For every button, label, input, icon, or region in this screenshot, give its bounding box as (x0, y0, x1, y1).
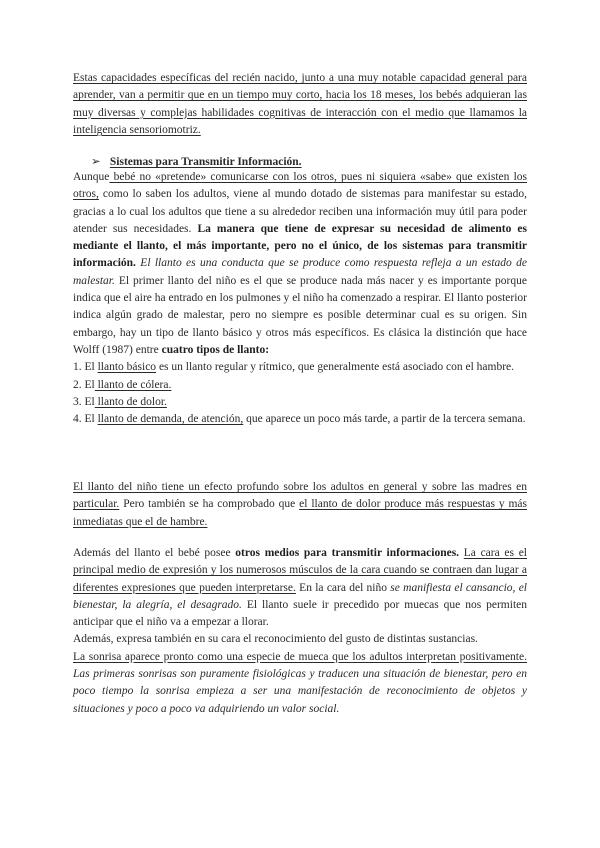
p4-s5: En la cara del niño (295, 581, 391, 594)
p3-underlined-2: el llanto de dolor produce más respuestas y más inmediatas que el de hambre. (73, 498, 527, 528)
list-item-2 (73, 377, 527, 394)
p3-underlined-1: El llanto del niño tiene un efecto profundo sobre los adultos en general y sobre las madres en particular. (73, 481, 527, 511)
list-item-1-term: llanto básico (97, 361, 157, 374)
paragraph-effect (73, 479, 527, 531)
list-item-3-term: llanto de dolor. (94, 395, 167, 408)
list-item-4-num: 4. El (73, 413, 98, 426)
paragraph-intro (73, 70, 527, 139)
list-item-1 (73, 359, 527, 376)
heading-text: Sistemas para Transmitir Información. (109, 156, 302, 168)
section-heading (91, 154, 302, 168)
p3-s2: Pero también se ha comprobado que (119, 498, 300, 511)
p5-underlined: La sonrisa aparece pronto como una especie de mueca que los adultos interpretan positivamente. (73, 650, 527, 663)
intro-text: Estas capacidades específicas del recién nacido, junto a una muy notable capacidad general para aprender, van a permitir que en un tiempo muy corto, hacia los 18 meses, los bebés adquieran las muy diversas y complejas habilidades cognitivas de interacción con el medio que llamamos la inteligencia sensoriomotriz. (73, 72, 527, 136)
p4-italic: se manifiesta el cansancio, el bienestar, la alegría, el desagrado. (73, 581, 528, 611)
p2-s6: El primer llanto del niño es el que se produce nada más nacer y es importante porque indica que el aire ha entrado en los pulmones y el niño ha comenzado a respirar. El llanto posterior indica algún grado de malestar, pero no siempre es posible determinar cual es su origen. Sin embargo, hay un tipo de llanto básico y otros más específicos. Es clásica la distinción que hace Wolff (1987) entre (73, 274, 527, 356)
p4-underlined: La cara es el principal medio de expresión y los numerosos músculos de la cara cuando se contraen dan lugar a diferentes expresiones que pueden interpretarse. (73, 547, 527, 594)
list-item-4 (73, 411, 527, 428)
p5-first-line: Además, expresa también en su cara el reconocimiento del gusto de distintas sustancias. (73, 633, 478, 646)
p2-s1: Aunque (73, 171, 110, 183)
list-item-4-term: llanto de demanda, de atención, (97, 413, 244, 426)
arrow-bullet-icon: ➢ (91, 156, 101, 168)
list-item-3 (73, 394, 527, 411)
p2-underlined-1: bebé no «pretende» comunicarse con los otros, pues ni siquiera «sabe» que existen los otros, (73, 171, 527, 201)
list-item-1-desc: es un llanto regular y rítmico, que generalmente está asociado con el hambre. (156, 361, 515, 374)
list-item-4-desc: que aparece un poco más tarde, a partir de la tercera semana. (243, 413, 526, 426)
p2-italic-definition: El llanto es una conducta que se produce como respuesta refleja a un estado de malestar. (73, 257, 527, 287)
list-item-2-term: llanto de cólera. (94, 378, 172, 391)
list-item-3-num: 3. El (73, 395, 95, 408)
list-item-1-num: 1. El (73, 361, 98, 374)
p5-italic: Las primeras sonrisas son puramente fisiológicas y traducen una situación de bienestar, pero en poco tiempo la sonrisa empieza a ser una manifestación de reconocimiento de objetos y situaciones y poco a poco va adquiriendo un valor social. (73, 668, 527, 715)
p4-bold: otros medios para transmitir informaciones. (235, 547, 460, 559)
paragraph-transmission (73, 169, 527, 428)
list-item-2-num: 2. El (73, 378, 95, 391)
p2-s3: como lo saben los adultos, viene al mundo dotado de sistemas para manifestar su estado, gracias a lo cual los adultos que tiene a su alrededor reciben una información muy útil para poder atender sus necesidades. (73, 188, 527, 235)
p4-s1: Además del llanto el bebé posee (73, 547, 236, 559)
p4-s7: El llanto suele ir precedido por muecas que nos permiten anticipar que el niño va a empezar a llorar. (73, 598, 528, 629)
p2-bold-statement: La manera que tiene de expresar su necesidad de alimento es mediante el llanto, el más importante, pero no el único, de los sistemas para transmitir información. (73, 222, 527, 270)
p2-bold-types: cuatro tipos de llanto: (161, 343, 270, 356)
paragraph-other-means (73, 545, 527, 718)
